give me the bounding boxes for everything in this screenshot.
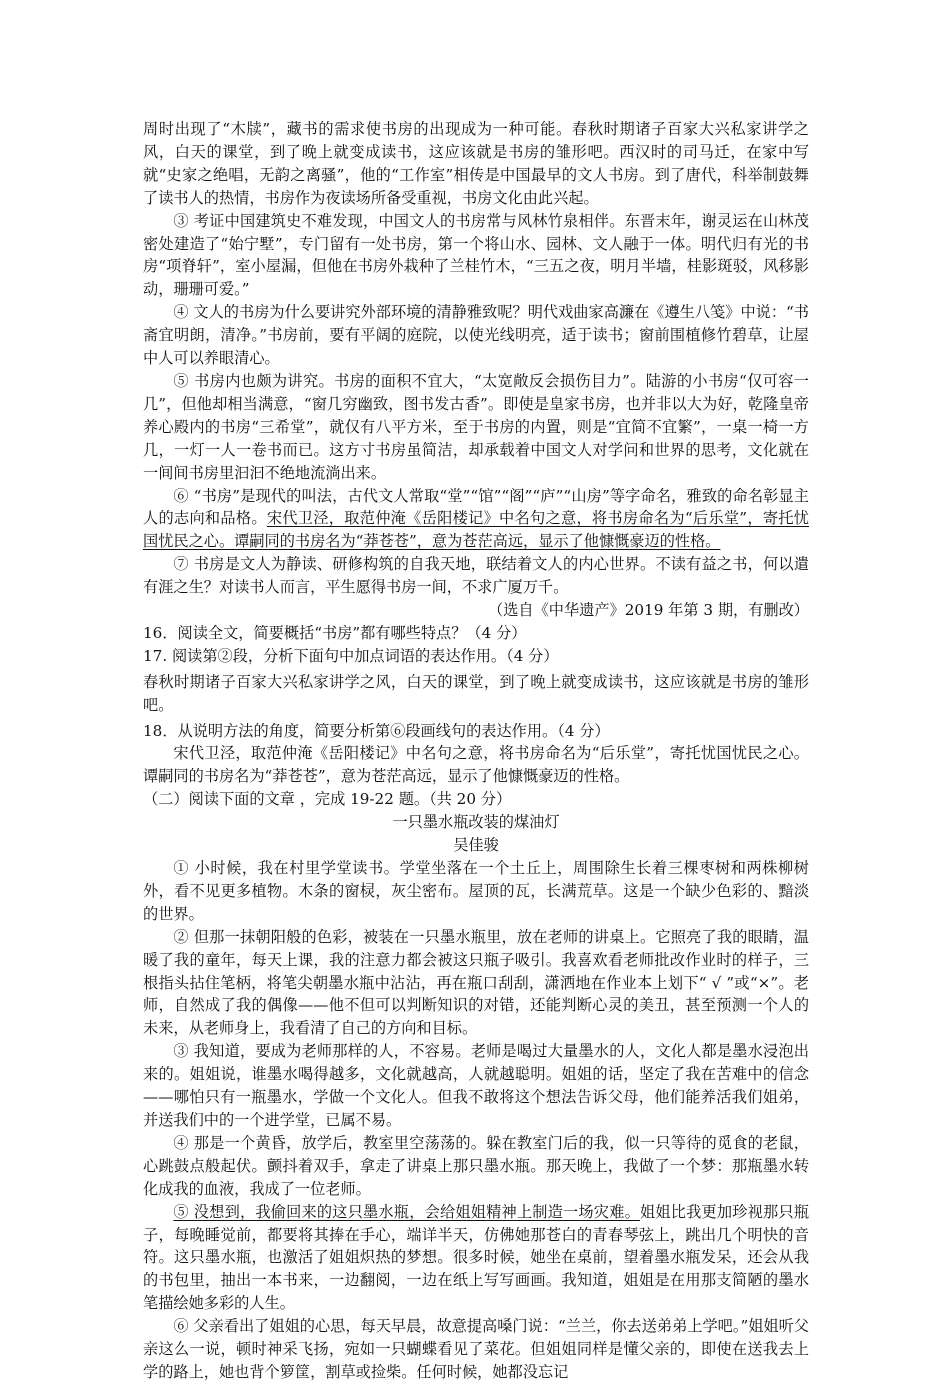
- essay1-paragraph-4: ④ 文人的书房为什么要讲究外部环境的清静雅致呢？明代戏曲家高濂在《遵生八笺》中说：“书斋宜明朗，清净。”书房前，要有平阔的庭院，以使光线明亮，适于读书；窗前围植修竹碧草，让屋中人可以养眼清心。: [143, 303, 809, 368]
- article-author: 吴佳骏: [453, 836, 499, 855]
- paragraph-6-underlined-sentence: 宋代卫泾，取范仲淹《岳阳楼记》中名句之意，将书房命名为“后乐堂”，寄托忧国忧民之心。谭嗣同的书房名为“莽苍苍”，意为苍茫高远，显示了他慷慨豪迈的性格。: [143, 509, 809, 551]
- question-17: 17. 阅读第②段，分析下面句中加点词语的表达作用。（4 分）: [143, 646, 559, 665]
- question-16: 16．阅读全文，简要概括“书房”都有哪些特点？（4 分）: [143, 623, 527, 642]
- essay2-paragraph-2: ② 但那一抹朝阳般的色彩，被装在一只墨水瓶里，放在老师的讲桌上。它照亮了我的眼睛，温暖了我的童年，每天上课，我的注意力都会被这只瓶子吸引。我喜欢看老师批改作业时的样子，三根指头拈住笔柄，将笔尖朝墨水瓶中沾沾，再在瓶口刮刮，潇洒地在作业本上划下“ √ ”或“×”。老师，自然成了我的偶像——他不但可以判断知识的对错，还能判断心灵的美丑，甚至预测一个人的未来，从老师身上，我看清了自己的方向和目标。: [143, 927, 809, 1038]
- question-17-quote: 春秋时期诸子百家大兴私家讲学之风，白天的课堂，到了晚上就变成读书，这应该就是书房的雏形吧。: [143, 672, 809, 714]
- exam-page: [143, 118, 809, 1384]
- essay2-paragraph-6: ⑥ 父亲看出了姐姐的心思，每天早晨，故意提高嗓门说：“兰兰，你去送弟弟上学吧。”姐姐听父亲这么一说，顿时神采飞扬，宛如一只蝴蝶看见了菜花。但姐姐同样是懂父亲的，即使在送我去上学的路上，她也背个箩筐，割草或捡柴。任何时候，她都没忘记: [143, 1317, 809, 1381]
- section-2-heading: （二）阅读下面的文章 ，完成 19-22 题。（共 20 分）: [143, 790, 512, 809]
- essay1-paragraph-5: ⑤ 书房内也颇为讲究。书房的面积不宜大，“太宽敞反会损伤目力”。陆游的小书房“仅可容一几”，但他却相当满意，“窗几穷幽致，图书发古香”。即使是皇家书房，也并非以大为好，乾隆皇帝养心殿内的书房“三希堂”，就仅有八平方米，至于书房的内置，则是“宜简不宜繁”，一桌一椅一方几，一灯一人一卷书而已。这方寸书房虽简洁，却承载着中国文人对学问和世界的思考，文化就在一间间书房里汩汩不绝地流淌出来。: [143, 371, 809, 482]
- paragraph-5-text: 姐姐比我更加珍视那只瓶子，每晚睡觉前，都要将其捧在手心，端详半天，仿佛她那苍白的青春琴弦上，跳出几个明快的音符。这只墨水瓶，也激活了姐姐炽热的梦想。很多时候，她坐在桌前，望着墨水瓶发呆，还会从我的书包里，抽出一本书来，一边翻阅，一边在纸上写写画画。我知道，姐姐是在用那支简陋的墨水笔描绘她多彩的人生。: [143, 1202, 810, 1313]
- essay2-paragraph-3: ③ 我知道，要成为老师那样的人，不容易。老师是喝过大量墨水的人，文化人都是墨水浸泡出来的。姐姐说，谁墨水喝得越多，文化就越高，人就越聪明。姐姐的话，坚定了我在苦难中的信念——哪怕只有一瓶墨水，学做一个文化人。但我不敢将这个想法告诉父母，他们能养活我们姐弟，并送我们中的一个进学堂，已属不易。: [143, 1042, 809, 1129]
- question-18: 18．从说明方法的角度，简要分析第⑥段画线句的表达作用。（4 分）: [143, 721, 610, 740]
- essay1-paragraph-7: ⑦ 书房是文人为静读、研修构筑的自我天地，联结着文人的内心世界。不读有益之书，何以遣有涯之生？对读书人而言，平生愿得书房一间，不求广厦万千。: [143, 555, 809, 597]
- question-18-quote: 宋代卫泾，取范仲淹《岳阳楼记》中名句之意，将书房命名为“后乐堂”，寄托忧国忧民之心。谭嗣同的书房名为“莽苍苍”，意为苍茫高远，显示了他慷慨豪迈的性格。: [143, 744, 809, 786]
- paragraph-6-text: ⑥ “书房”是现代的叫法，古代文人常取“堂”“馆”“阁”“庐”“山房”等字命名，雅致的命名彰显主人的志向和品格。: [143, 486, 809, 528]
- paragraph-5-underlined-sentence: ⑤ 没想到，我偷回来的这只墨水瓶，会给姐姐精神上制造一场灾难。: [173, 1202, 640, 1221]
- essay2-paragraph-1: ① 小时候，我在村里学堂读书。学堂坐落在一个土丘上，周围除生长着三棵枣树和两株柳树外，看不见更多植物。木条的窗棂，灰尘密布。屋顶的瓦，长满荒草。这是一个缺少色彩的、黯淡的世界。: [143, 859, 809, 923]
- essay1-paragraph-3: ③ 考证中国建筑史不难发现，中国文人的书房常与风林竹泉相伴。东晋末年，谢灵运在山林茂密处建造了“始宁墅”，专门留有一处书房，第一个将山水、园林、文人融于一体。明代归有光的书房“项脊轩”，室小屋漏，但他在书房外栽种了兰桂竹木，“三五之夜，明月半墙，桂影斑驳，风移影动，珊珊可爱。”: [143, 211, 809, 299]
- essay1-paragraph-6: [143, 485, 809, 554]
- article-title: 一只墨水瓶改装的煤油灯: [392, 813, 560, 832]
- essay1-paragraph-2-tail: 周时出现了“木牍”，藏书的需求使书房的出现成为一种可能。春秋时期诸子百家大兴私家讲学之风，白天的课堂，到了晚上就变成读书，这应该就是书房的雏形吧。西汉时的司马迁，在家中写就“史家之绝唱，无韵之离骚”，他的“工作室”相传是中国最早的文人书房。到了唐代，科举制鼓舞了读书人的热情，书房作为夜读场所备受重视，书房文化由此兴起。: [143, 120, 809, 207]
- essay2-paragraph-5: [143, 1201, 809, 1316]
- source-citation: （选自《中华遗产》2019 年第 3 期，有删改）: [488, 601, 809, 620]
- essay2-paragraph-4: ④ 那是一个黄昏，放学后，教室里空荡荡的。躲在教室门后的我，似一只等待的觅食的老鼠，心跳鼓点般起伏。颤抖着双手，拿走了讲桌上那只墨水瓶。那天晚上，我做了一个梦：那瓶墨水转化成我的血液，我成了一位老师。: [143, 1133, 809, 1198]
